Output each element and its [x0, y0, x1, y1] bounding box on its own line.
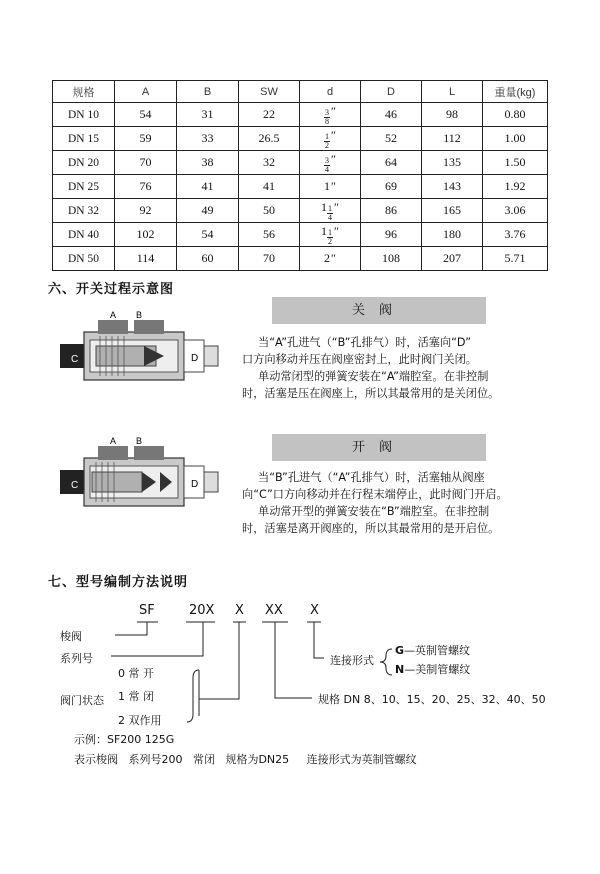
cell-weight: 1.50 — [483, 151, 548, 175]
d-unit: ″ — [331, 179, 336, 193]
cell-size: DN 15 — [53, 127, 115, 151]
cell-b: 54 — [177, 223, 239, 247]
state-option-1 — [118, 688, 154, 704]
example-code: 示例：SF200 125G — [74, 733, 175, 746]
state-text: 常 开 — [128, 667, 154, 680]
code-part-connection: X — [310, 603, 319, 618]
cell-a: 59 — [115, 127, 177, 151]
cell-size: DN 32 — [53, 199, 115, 223]
code-part-state: X — [235, 603, 244, 618]
connection-option-n — [395, 661, 470, 677]
d-whole: 1 — [321, 199, 327, 214]
label-c: C — [71, 480, 79, 491]
label-b: B — [136, 310, 143, 320]
d-numerator: 1 — [328, 227, 332, 237]
open-line-3: 单动常开型的弹簧安装在“B”端腔室。在非控制 — [258, 505, 490, 518]
cell-size: DN 25 — [53, 175, 115, 199]
header-cell: d — [300, 81, 361, 103]
cell-b: 38 — [177, 151, 239, 175]
open-line-1: 当“B”孔进气（“A”孔排气）时，活塞轴从阀座 — [258, 471, 485, 484]
connection-code: G — [395, 644, 405, 657]
d-whole: 2 — [324, 251, 330, 265]
label-d: D — [191, 479, 199, 490]
cell-outer-d: 108 — [361, 247, 422, 271]
cell-l: 98 — [422, 103, 483, 127]
header-cell: D — [361, 81, 422, 103]
cell-l: 112 — [422, 127, 483, 151]
connection-code: N — [395, 663, 405, 676]
d-unit: ″ — [334, 199, 339, 214]
d-denominator: 2 — [325, 140, 329, 150]
d-whole: 1 — [321, 223, 327, 238]
header-cell: SW — [239, 81, 300, 103]
cell-l: 143 — [422, 175, 483, 199]
d-unit: ″ — [334, 223, 339, 238]
cell-sw: 32 — [239, 151, 300, 175]
d-denominator: 2 — [328, 236, 332, 246]
cell-b: 41 — [177, 175, 239, 199]
cell-size: DN 20 — [53, 151, 115, 175]
d-denominator: 4 — [328, 212, 332, 222]
code-part-sf: SF — [139, 603, 155, 618]
cell-b: 31 — [177, 103, 239, 127]
label-size-spec: 规格 DN 8、10、15、20、25、32、40、50 — [318, 693, 546, 706]
cell-size: DN 10 — [53, 103, 115, 127]
d-unit: ″ — [331, 151, 336, 166]
header-cell: B — [177, 81, 239, 103]
cell-a: 54 — [115, 103, 177, 127]
label-valve: 梭阀 — [60, 630, 82, 643]
cell-outer-d: 69 — [361, 175, 422, 199]
cell-size: DN 40 — [53, 223, 115, 247]
close-line-2: 口方向移动并压在阀座密封上，此时阀门关闭。 — [242, 353, 477, 366]
state-option-0 — [118, 665, 154, 681]
cell-weight: 1.92 — [483, 175, 548, 199]
d-numerator: 1 — [328, 203, 332, 213]
header-cell: 重量(kg) — [483, 81, 548, 103]
label-state: 阀门状态 — [60, 694, 104, 707]
cell-l: 165 — [422, 199, 483, 223]
state-code: 0 — [118, 667, 125, 680]
cell-b: 49 — [177, 199, 239, 223]
cell-weight: 3.76 — [483, 223, 548, 247]
cell-a: 102 — [115, 223, 177, 247]
cell-b: 60 — [177, 247, 239, 271]
header-cell: A — [115, 81, 177, 103]
cell-sw: 50 — [239, 199, 300, 223]
cell-l: 180 — [422, 223, 483, 247]
d-denominator: 8 — [325, 116, 329, 126]
state-option-2 — [118, 712, 162, 728]
d-numerator: 1 — [325, 131, 329, 141]
close-line-4: 时，活塞是压在阀座上，所以其最常用的是关闭位。 — [242, 387, 500, 400]
cell-b: 33 — [177, 127, 239, 151]
label-b: B — [136, 436, 143, 446]
label-c: C — [71, 354, 79, 365]
close-line-3: 单动常闭型的弹簧安装在“A”端腔室。在非控制 — [258, 370, 489, 383]
state-text: 常 闭 — [128, 690, 154, 703]
label-a: A — [110, 310, 117, 320]
code-part-series: 20X — [189, 603, 215, 618]
connection-text: —英制管螺纹 — [404, 644, 471, 657]
cell-sw: 56 — [239, 223, 300, 247]
cell-a: 92 — [115, 199, 177, 223]
cell-sw: 26.5 — [239, 127, 300, 151]
cell-a: 70 — [115, 151, 177, 175]
d-numerator: 3 — [325, 107, 329, 117]
cell-l: 135 — [422, 151, 483, 175]
cell-sw: 41 — [239, 175, 300, 199]
d-numerator: 3 — [325, 155, 329, 165]
connection-text: —美制管螺纹 — [404, 663, 471, 676]
d-unit: ″ — [331, 127, 336, 142]
cell-outer-d: 86 — [361, 199, 422, 223]
banner-open: 开阀 — [272, 434, 486, 461]
cell-outer-d: 96 — [361, 223, 422, 247]
header-cell: L — [422, 81, 483, 103]
open-line-2: 向“C”口方向移动并在行程末端停止，此时阀门开启。 — [242, 488, 508, 501]
cell-a: 114 — [115, 247, 177, 271]
section-7-title: 七、型号编制方法说明 — [48, 575, 189, 590]
section-6-title: 六、开关过程示意图 — [48, 282, 175, 297]
d-denominator: 4 — [325, 164, 329, 174]
close-line-1: 当“A”孔进气（“B”孔排气）时，活塞向“D” — [258, 336, 472, 349]
state-code: 1 — [118, 690, 125, 703]
cell-l: 207 — [422, 247, 483, 271]
label-d: D — [191, 353, 199, 364]
open-line-4: 时，活塞是离开阀座的，所以其最常用的是开启位。 — [242, 522, 500, 535]
d-unit: ″ — [331, 103, 336, 118]
cell-outer-d: 52 — [361, 127, 422, 151]
header-cell: 规格 — [53, 81, 115, 103]
d-whole: 1 — [324, 179, 330, 193]
banner-close: 关阀 — [272, 297, 486, 324]
cell-weight: 1.00 — [483, 127, 548, 151]
d-unit: ″ — [331, 251, 336, 265]
label-series: 系列号 — [60, 652, 93, 665]
cell-weight: 5.71 — [483, 247, 548, 271]
cell-a: 76 — [115, 175, 177, 199]
label-connection: 连接形式 — [330, 654, 374, 667]
cell-outer-d: 64 — [361, 151, 422, 175]
cell-size: DN 50 — [53, 247, 115, 271]
state-text: 双作用 — [128, 714, 162, 727]
code-part-size: XX — [265, 603, 283, 618]
state-code: 2 — [118, 714, 125, 727]
cell-weight: 0.80 — [483, 103, 548, 127]
cell-weight: 3.06 — [483, 199, 548, 223]
connection-option-g — [395, 642, 470, 658]
example-description: 表示梭阀 系列号200 常闭 规格为DN25 连接形式为英制管螺纹 — [74, 753, 417, 766]
label-a: A — [110, 436, 117, 446]
cell-sw: 70 — [239, 247, 300, 271]
cell-sw: 22 — [239, 103, 300, 127]
cell-outer-d: 46 — [361, 103, 422, 127]
